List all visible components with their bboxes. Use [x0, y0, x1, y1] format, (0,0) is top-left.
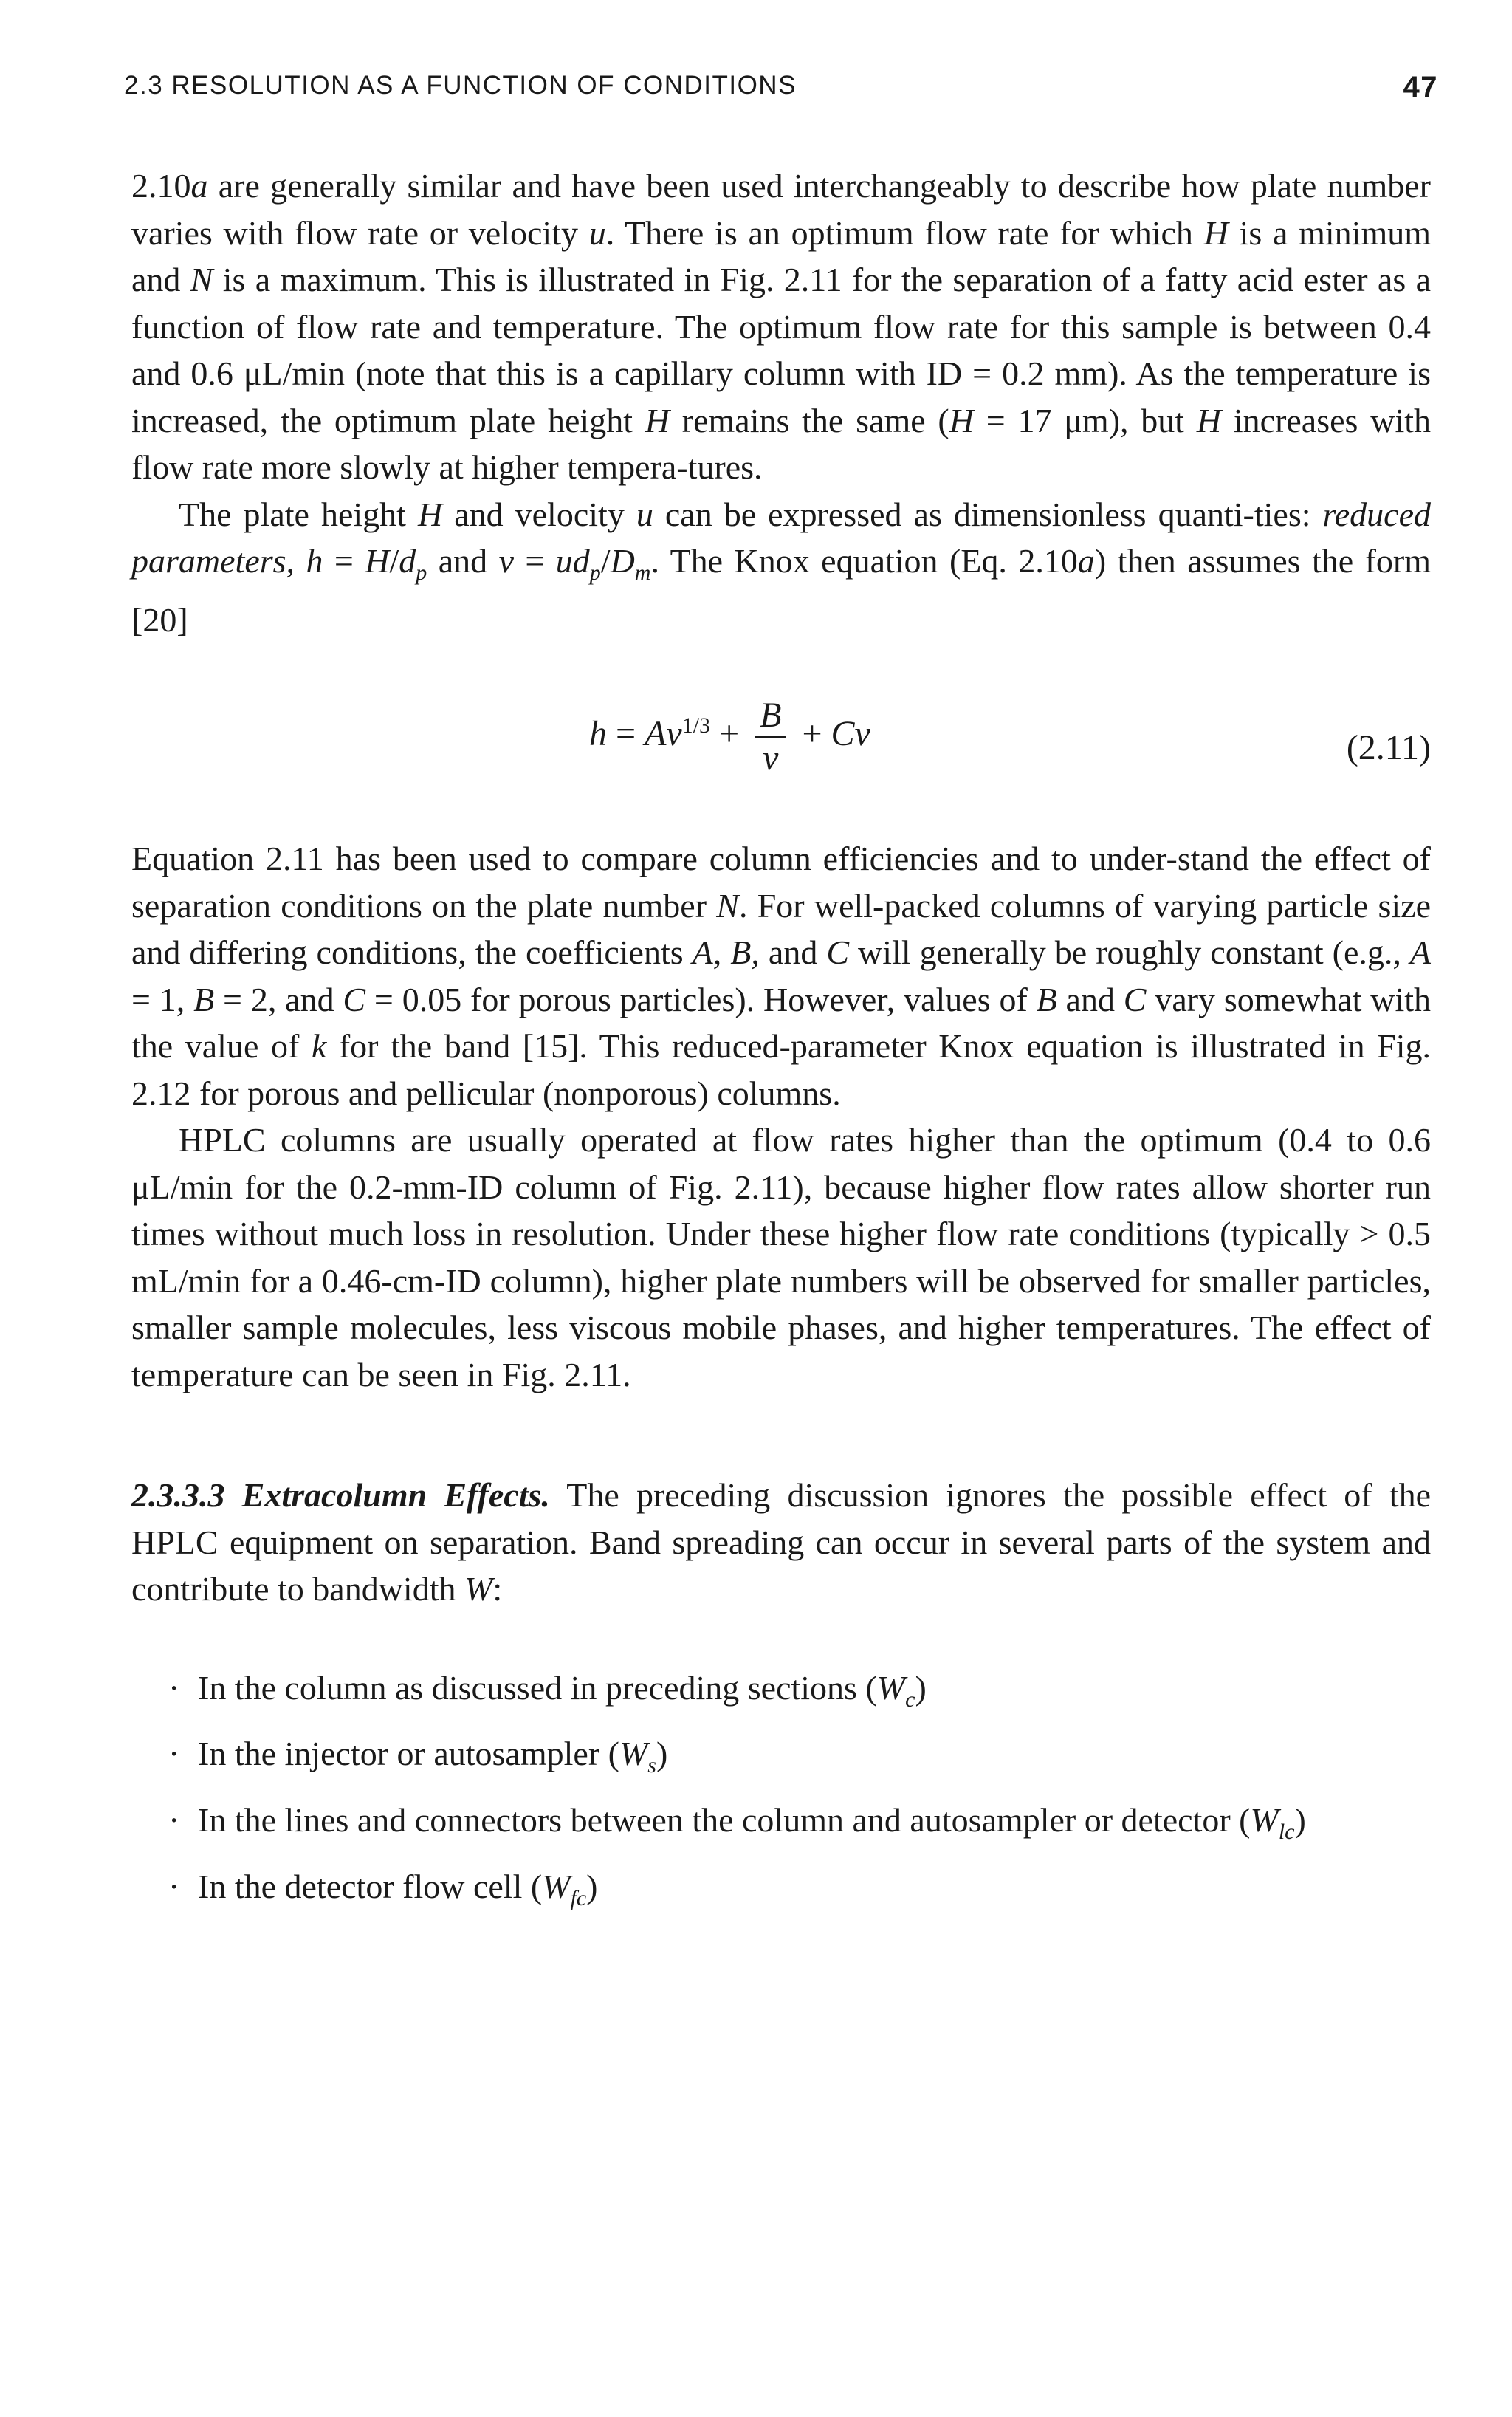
eq-numerator: B [755, 695, 786, 738]
text-run: / [389, 542, 399, 580]
text-run: 2.10 [131, 167, 191, 205]
text-run: H [417, 495, 443, 533]
text-run: N [716, 886, 739, 925]
text-run: W [1250, 1801, 1279, 1840]
text-run: ) then assumes the form [20] [131, 542, 1431, 639]
text-run: vary somewhat with the value of [131, 980, 1432, 1066]
text-run: p [416, 560, 427, 586]
text-run: / [600, 542, 611, 580]
bullet-dot: · [168, 1668, 180, 1707]
eq-fraction [755, 695, 786, 779]
eq-plus: + [710, 714, 749, 754]
text-run: The preceding discussion ignores the possible effect of the HPLC equipment on separation. Band spreading can occur in several parts of the system and contribute to bandwidth [131, 1476, 1432, 1608]
text-run: and [427, 542, 499, 580]
text-run: W [464, 1570, 493, 1608]
text-run: Equation 2.11 has been used to compare column efficiencies and to under-stand the effect of separation conditions on the plate number [131, 840, 1431, 925]
text-run: H [949, 401, 974, 439]
running-header [124, 71, 1438, 115]
text-run: = [513, 542, 556, 580]
equation-2-11 [131, 643, 1431, 835]
text-run: C [343, 980, 366, 1018]
text-run: H [645, 401, 670, 439]
paragraph-3 [131, 835, 1431, 1117]
text-run: and velocity [442, 495, 636, 533]
text-run: ) [586, 1867, 598, 1905]
bullet-dot: · [168, 1801, 180, 1840]
text-run: and [759, 933, 827, 972]
text-run: . The Knox equation (Eq. 2.10 [650, 542, 1078, 580]
text-run: ν [498, 542, 514, 580]
eq-equals: = [607, 714, 645, 754]
eq-exponent: 1/3 [681, 713, 711, 738]
text-run: W [619, 1735, 648, 1773]
list-item [168, 1730, 1431, 1789]
text-run: = [323, 542, 365, 580]
eq-denominator: ν [763, 738, 779, 778]
text-run: ) [656, 1735, 668, 1773]
text-run: m [634, 560, 651, 586]
page-number: 47 [1403, 71, 1438, 103]
text-run: and [1056, 980, 1124, 1018]
text-run: increases with flow rate more slowly at higher tempera-tures. [131, 401, 1431, 486]
text-run: = 1, [131, 980, 194, 1018]
text-run: u [636, 495, 653, 533]
text-run: In the detector flow cell ( [198, 1867, 543, 1905]
list-item [168, 1863, 1431, 1922]
equation-formula [589, 695, 870, 779]
paragraph-1 [131, 162, 1431, 491]
text-run: W [876, 1668, 906, 1707]
paragraph-2 [131, 491, 1431, 644]
text-run: In the column as discussed in preceding sections ( [198, 1668, 877, 1707]
text-run: reduced parameters, h [131, 495, 1431, 580]
eq-plus: + [793, 714, 831, 754]
text-run: p [589, 560, 601, 586]
text-run: W [542, 1867, 571, 1905]
text-run: u [588, 213, 606, 252]
text-run: = 0.05 for porous particles). However, values of [365, 980, 1037, 1018]
text-run: ) [915, 1668, 927, 1707]
section-heading: 2.3.3.3 Extracolumn Effects. [131, 1476, 550, 1515]
text-run: c [905, 1687, 915, 1712]
text-run: In the injector or autosampler ( [198, 1735, 619, 1773]
text-run: s [647, 1753, 656, 1778]
text-run: B [1036, 980, 1057, 1018]
text-run: H [1203, 213, 1228, 252]
paragraph-5 [131, 1472, 1431, 1613]
bullet-dot: · [168, 1735, 180, 1773]
text-run: for the band [15]. This reduced-parameter Knox equation is illustrated in Fig. 2.12 for porous and pellicular (nonporous) columns. [131, 1027, 1431, 1112]
text-run: a [1077, 542, 1095, 580]
text-run: are generally similar and have been used interchangeably to describe how plate number varies with flow rate or velocity [131, 167, 1431, 252]
bullet-dot: · [168, 1867, 180, 1905]
bullet-list [131, 1665, 1431, 1922]
text-run: . For well-packed columns of varying particle size and differing conditions, the coefficients [131, 886, 1431, 972]
text-run: In the lines and connectors between the column and autosampler or detector ( [198, 1801, 1251, 1840]
text-run: The plate height [179, 495, 418, 533]
running-title: 2.3 RESOLUTION AS A FUNCTION OF CONDITIONS [124, 71, 797, 100]
paragraph-4: HPLC columns are usually operated at flow rates higher than the optimum (0.4 to 0.6 μL/min for the 0.2-mm-ID column of Fig. 2.11), because higher flow rates allow shorter run times without much loss in resolution. Under these higher flow rate conditions (typically > 0.5 mL/min for a 0.46-cm-ID column), higher plate numbers will be observed for smaller particles, smaller sample molecules, less viscous mobile phases, and higher temperatures. The effect of temperature can be seen in Fig. 2.11. [131, 1121, 1431, 1393]
text-run: is a maximum. This is illustrated in Fig. 2.11 for the separation of a fatty acid ester as a function of flow rate and temperature. The optimum flow rate for this sample is between 0.4 and 0.6 μL/min (note that this is a capillary column with ID = 0.2 mm). As the temperature is increased, the optimum plate height [131, 261, 1431, 439]
text-run: ) [1294, 1801, 1306, 1840]
eq-nu: ν [854, 714, 870, 754]
text-run: . There is an optimum flow rate for which [605, 213, 1204, 252]
text-run: will generally be roughly constant (e.g., [849, 933, 1410, 972]
text-run: A [1409, 933, 1431, 972]
eq-nu: ν [666, 714, 682, 754]
text-run: can be expressed as dimensionless quanti-ties: [653, 495, 1323, 533]
text-run: = 17 μm), but [973, 401, 1197, 439]
text-run: C [826, 933, 850, 972]
eq-h: h [589, 714, 607, 754]
list-item [168, 1797, 1431, 1856]
text-run: D [610, 542, 635, 580]
equation-number: (2.11) [1346, 728, 1431, 768]
text-run: = 2, and [214, 980, 343, 1018]
text-run: H [365, 542, 390, 580]
text-run: k [311, 1027, 327, 1066]
main-text [131, 162, 1431, 1929]
text-run: H [1196, 401, 1222, 439]
eq-c: C [831, 714, 855, 754]
text-run: ud [555, 542, 590, 580]
list-item [168, 1665, 1431, 1724]
text-run: B [193, 980, 215, 1018]
text-run: remains the same ( [669, 401, 949, 439]
text-run: fc [570, 1885, 587, 1910]
text-run: is a minimum and [131, 213, 1432, 298]
text-run: : [492, 1570, 503, 1608]
text-run: A, B, [692, 933, 760, 972]
text-run: a [190, 167, 208, 205]
text-run: lc [1278, 1820, 1295, 1845]
text-run: N [190, 261, 213, 298]
text-run: C [1123, 980, 1147, 1018]
eq-a: A [645, 714, 667, 754]
text-run: d [399, 542, 416, 580]
